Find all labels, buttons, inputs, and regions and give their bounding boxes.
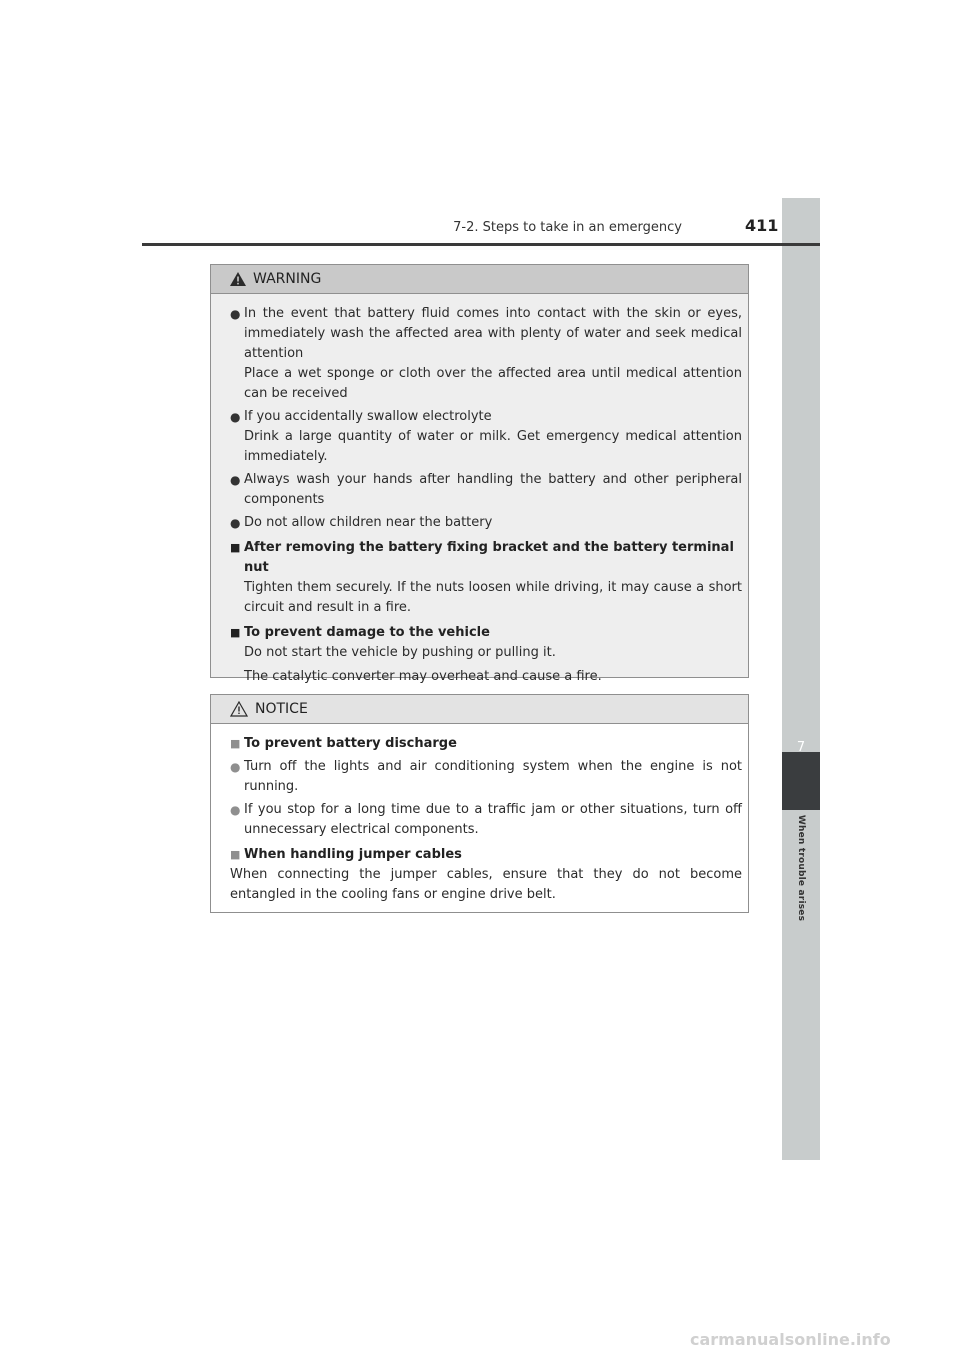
notice-header xyxy=(211,695,748,724)
item-text: Always wash your hands after handling the battery and other peripheral components xyxy=(244,472,742,507)
subsection-heading: ■ After removing the battery fixing bracket and the battery terminal nut xyxy=(230,538,742,578)
paragraph: Tighten them securely. If the nuts loosen while driving, it may cause a short circuit and result in a fire. xyxy=(244,580,742,615)
item-text: If you accidentally swallow electrolyte xyxy=(244,409,492,424)
item-text-continued: Place a wet sponge or cloth over the affected area until medical attention can be received xyxy=(244,366,742,401)
square-bullet-icon: ■ xyxy=(230,737,241,750)
list-item xyxy=(230,407,742,467)
list-item xyxy=(230,800,742,840)
warning-box xyxy=(210,264,749,684)
watermark: carmanualsonline.info xyxy=(690,1330,891,1349)
page-number: 411 xyxy=(745,216,779,235)
square-bullet-icon: ■ xyxy=(230,626,241,639)
list-item xyxy=(230,513,742,533)
subsection-heading: ■ To prevent damage to the vehicle xyxy=(230,623,742,643)
warning-content xyxy=(211,294,748,687)
notice-content xyxy=(211,724,748,905)
list-item xyxy=(230,304,742,404)
bullet-icon: ● xyxy=(230,410,241,424)
item-text: If you stop for a long time due to a traffic jam or other situations, turn off unnecessary electrical components. xyxy=(244,802,742,837)
bullet-icon: ● xyxy=(230,803,241,817)
subsection-heading: ■ To prevent battery discharge xyxy=(230,734,742,754)
warning-triangle-outline-icon xyxy=(230,701,248,717)
chapter-side-tab xyxy=(782,198,820,1160)
bullet-icon: ● xyxy=(230,760,241,774)
item-text: Turn off the lights and air conditioning system when the engine is not running. xyxy=(244,759,742,794)
section-title: 7-2. Steps to take in an emergency xyxy=(453,220,682,235)
warning-title: WARNING xyxy=(253,271,322,287)
warning-header xyxy=(211,265,748,294)
square-bullet-icon: ■ xyxy=(230,848,241,861)
item-text: In the event that battery fluid comes into contact with the skin or eyes, immediately wash the affected area with plenty of water and seek medical attention xyxy=(244,306,742,361)
square-bullet-icon: ■ xyxy=(230,541,241,554)
chapter-number-box xyxy=(782,740,820,810)
bullet-icon: ● xyxy=(230,516,241,530)
bullet-icon: ● xyxy=(230,473,241,487)
paragraph: When connecting the jumper cables, ensure that they do not become entangled in the cooling fans or engine drive belt. xyxy=(230,867,742,902)
chapter-number: 7 xyxy=(796,740,806,755)
notice-box xyxy=(210,694,749,913)
subsection-heading: ■ When handling jumper cables xyxy=(230,845,742,865)
subsection-body xyxy=(244,578,742,618)
list-item xyxy=(230,470,742,510)
header-rule xyxy=(142,243,820,246)
notice-title: NOTICE xyxy=(255,701,308,717)
chapter-label: When trouble arises xyxy=(796,814,806,922)
paragraph: Do not start the vehicle by pushing or pulling it. xyxy=(244,645,556,660)
paragraph: The catalytic converter may overheat and cause a fire. xyxy=(244,669,602,684)
subsection-body xyxy=(230,865,742,905)
item-text: Do not allow children near the battery xyxy=(244,515,493,530)
bullet-icon: ● xyxy=(230,307,241,321)
item-text-continued: Drink a large quantity of water or milk. Get emergency medical attention immediately. xyxy=(244,429,742,464)
list-item xyxy=(230,757,742,797)
warning-triangle-icon xyxy=(230,272,246,286)
subsection-body xyxy=(244,643,742,687)
